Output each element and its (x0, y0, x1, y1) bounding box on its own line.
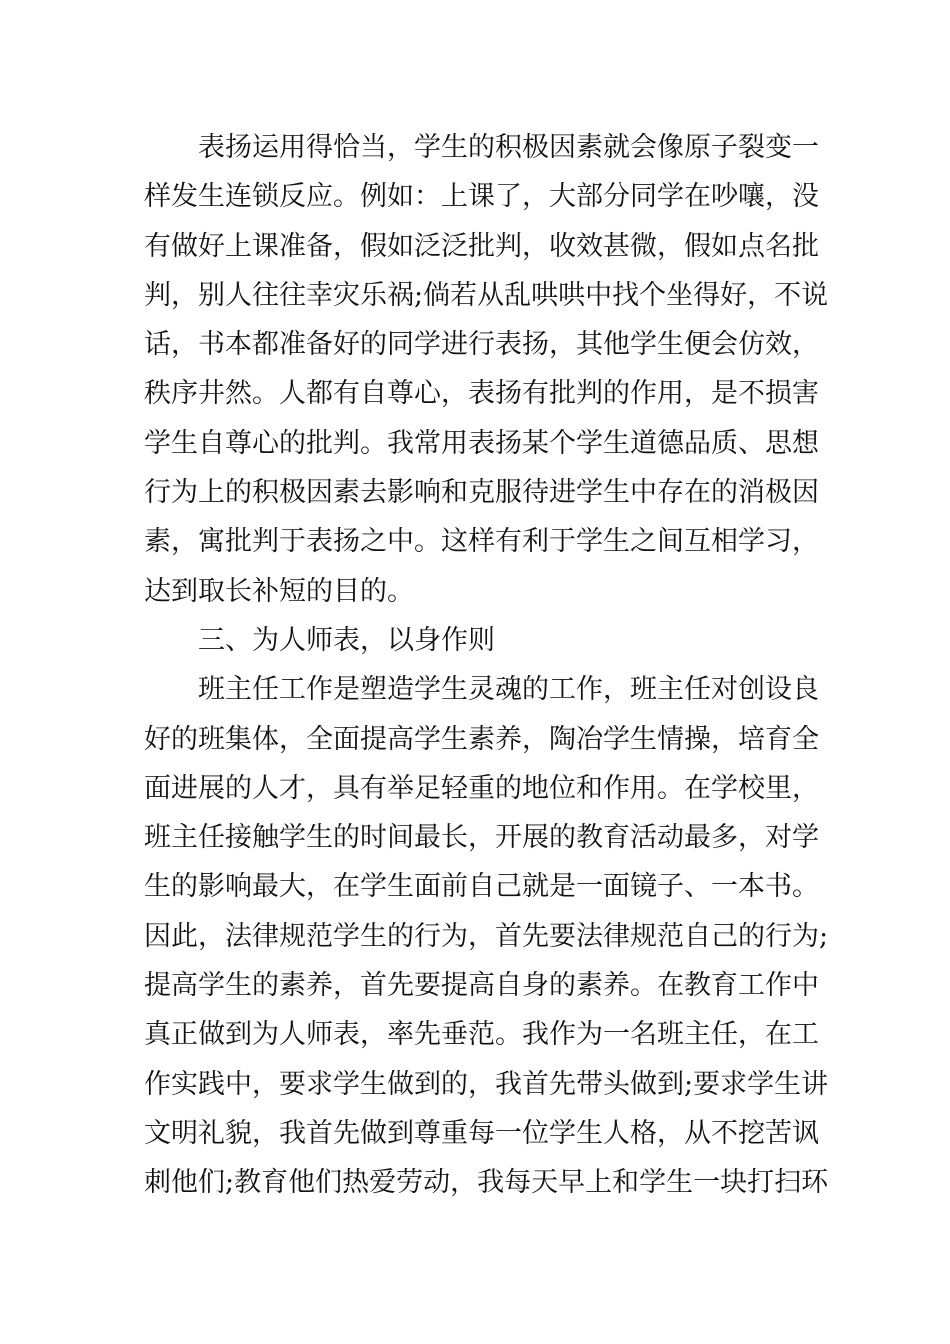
text-line: 作实践中，要求学生做到的，我首先带头做到;要求学生讲 (144, 1068, 829, 1100)
text-line: 三、为人师表，以身作则 (198, 624, 495, 656)
text-line: 刺他们;教育他们热爱劳动，我每天早上和学生一块打扫环 (144, 1167, 829, 1199)
text-line: 样发生连锁反应。例如：上课了，大部分同学在吵嚷，没 (144, 181, 819, 213)
text-line: 秩序井然。人都有自尊心，表扬有批判的作用，是不损害 (144, 378, 819, 410)
text-line: 班主任工作是塑造学生灵魂的工作，班主任对创设良 (198, 674, 819, 706)
text-line: 行为上的积极因素去影响和克服待进学生中存在的消极因 (144, 477, 819, 509)
text-line: 表扬运用得恰当，学生的积极因素就会像原子裂变一 (198, 132, 819, 163)
document-body (144, 123, 829, 1208)
text-line: 提高学生的素养，首先要提高自身的素养。在教育工作中 (144, 970, 819, 1002)
text-line: 有做好上课准备，假如泛泛批判，收效甚微，假如点名批 (144, 230, 819, 262)
text-line: 学生自尊心的批判。我常用表扬某个学生道德品质、思想 (144, 427, 819, 459)
text-line: 判，别人往往幸灾乐祸;倘若从乱哄哄中找个坐得好，不说 (144, 279, 829, 311)
text-line: 素，寓批判于表扬之中。这样有利于学生之间互相学习， (144, 526, 819, 558)
text-line: 文明礼貌，我首先做到尊重每一位学生人格，从不挖苦讽 (144, 1117, 819, 1149)
text-line: 真正做到为人师表，率先垂范。我作为一名班主任，在工 (144, 1019, 819, 1051)
text-line: 面进展的人才，具有举足轻重的地位和作用。在学校里， (144, 772, 819, 804)
text-line: 生的影响最大，在学生面前自己就是一面镜子、一本书。 (144, 871, 819, 903)
text-line: 因此，法律规范学生的行为，首先要法律规范自己的行为; (144, 920, 829, 952)
text-line: 达到取长补短的目的。 (144, 575, 414, 607)
text-line: 班主任接触学生的时间最长，开展的教育活动最多，对学 (144, 822, 819, 854)
text-line: 话，书本都准备好的同学进行表扬，其他学生便会仿效， (144, 329, 819, 361)
text-line: 好的班集体，全面提高学生素养，陶冶学生情操，培育全 (144, 723, 819, 755)
